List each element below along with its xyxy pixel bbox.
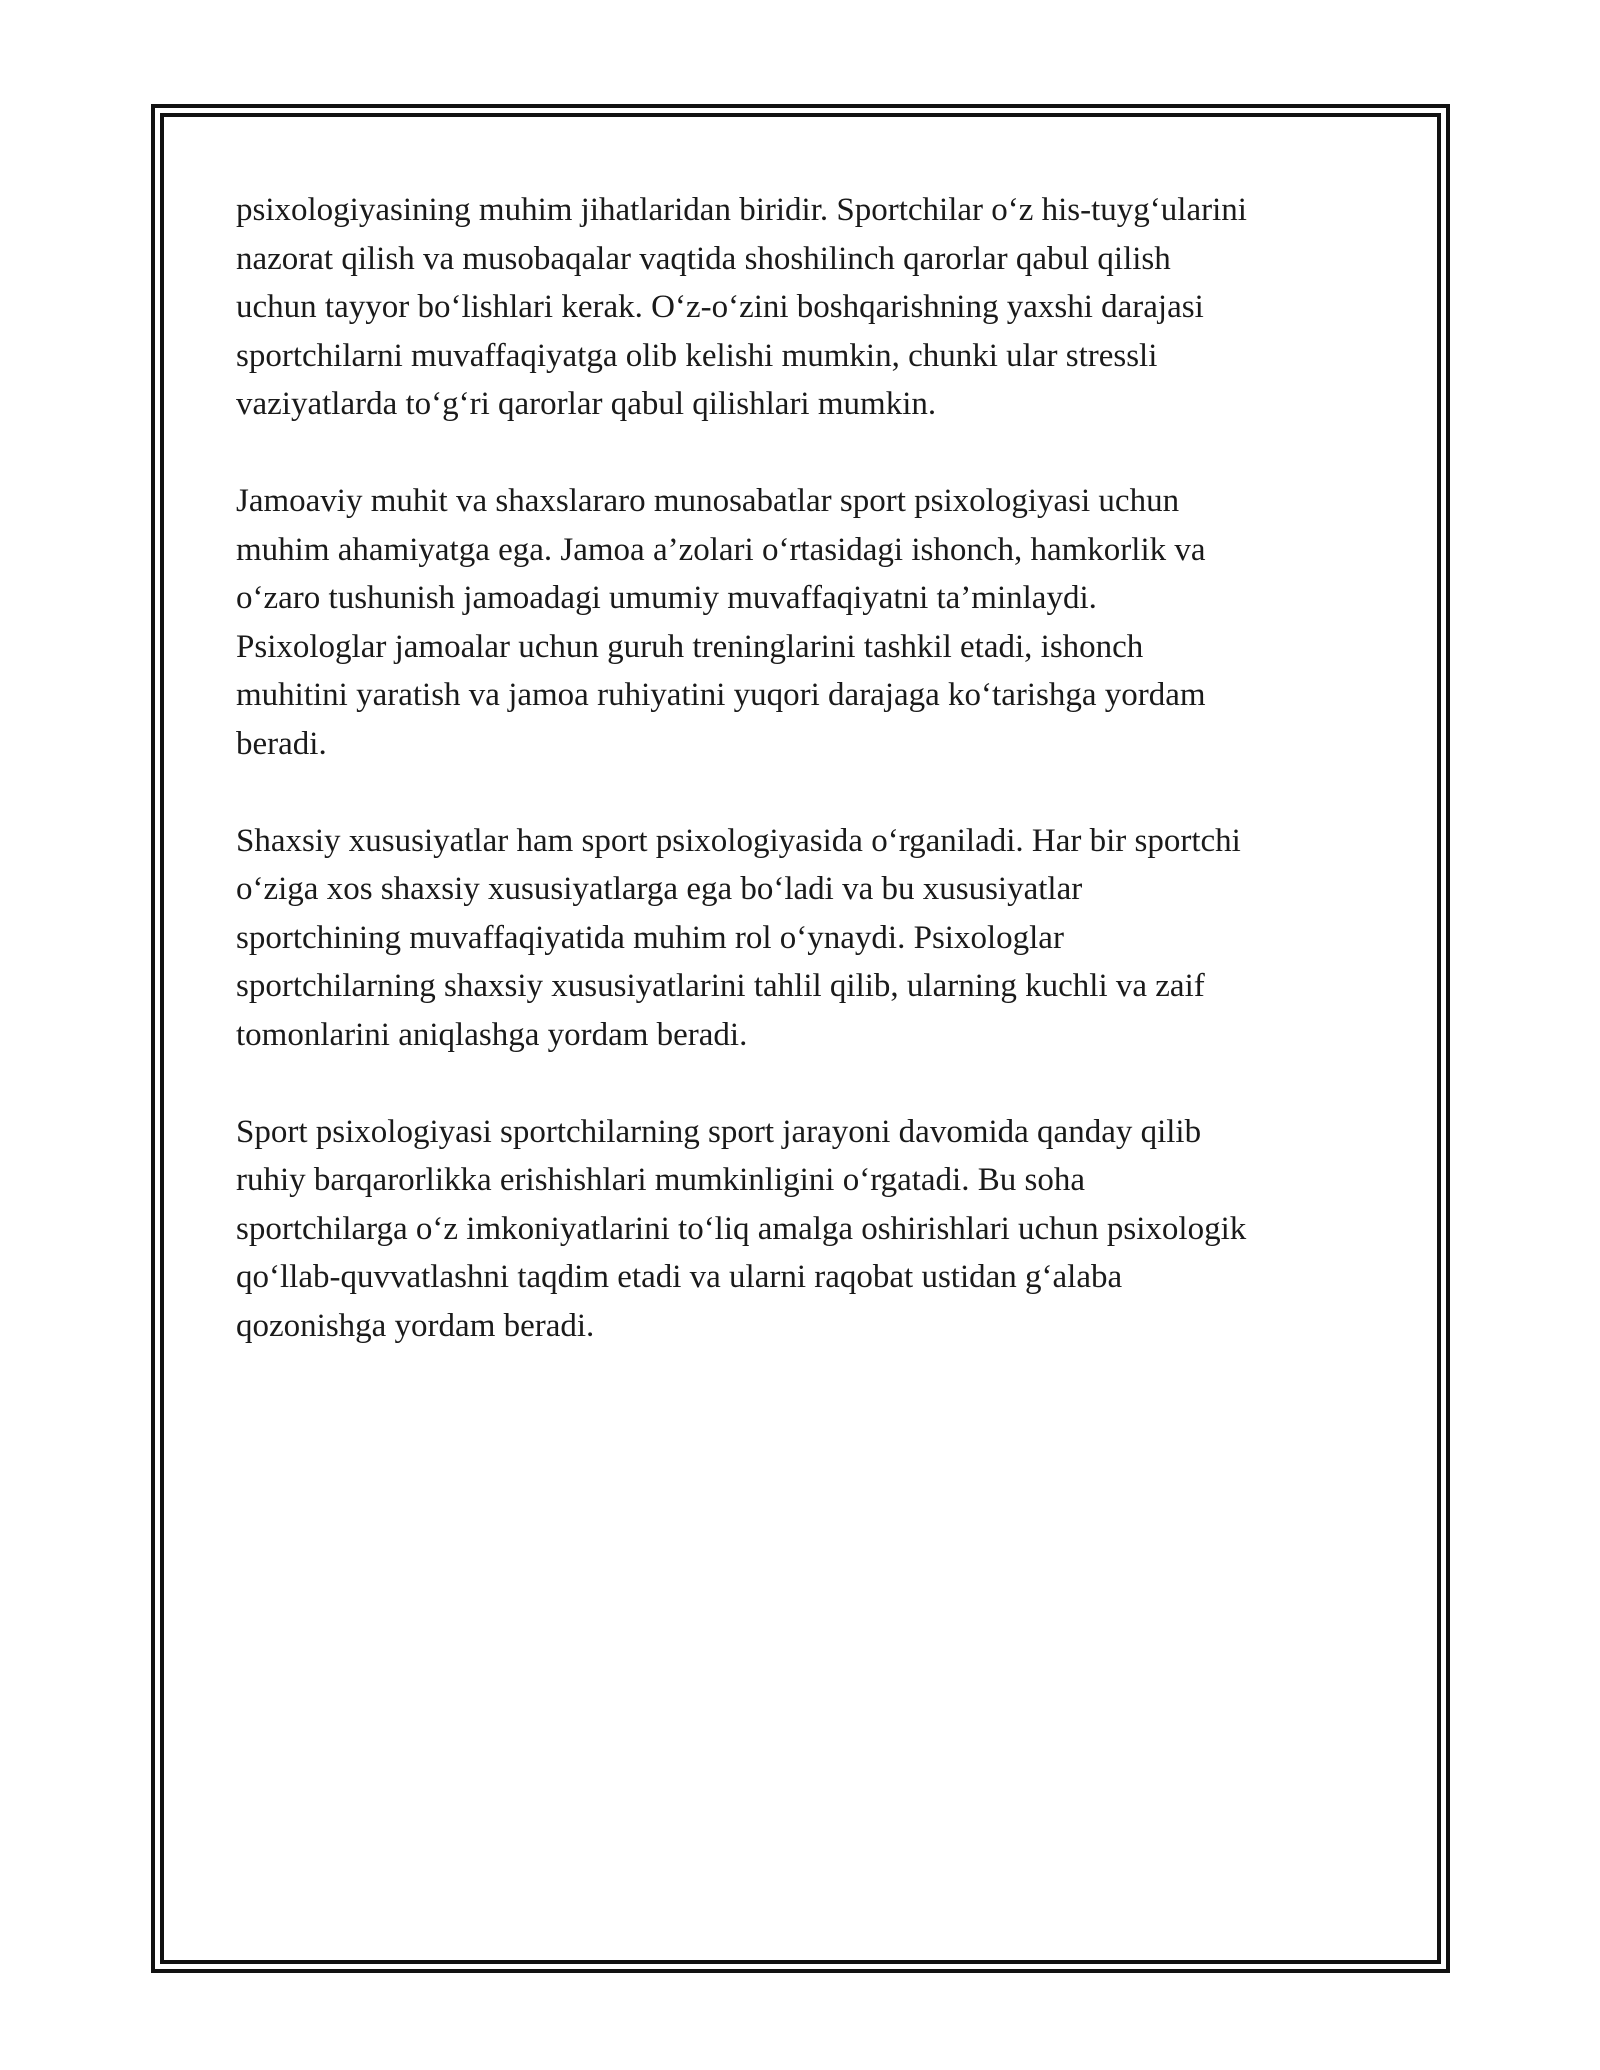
text-line: psixologiyasining muhim jihatlaridan biridir. Sportchilar o‘z his-tuyg‘ularini <box>236 192 1247 228</box>
text-line: vaziyatlarda to‘g‘ri qarorlar qabul qilishlari mumkin. <box>236 386 937 422</box>
paragraph-1 <box>236 186 1366 429</box>
text-line: qozonishga yordam beradi. <box>236 1307 595 1344</box>
paragraph-3 <box>236 817 1366 1060</box>
text-line: muhitini yaratish va jamoa ruhiyatini yuqori darajaga ko‘tarishga yordam <box>236 677 1206 713</box>
text-line: nazorat qilish va musobaqalar vaqtida shoshilinch qarorlar qabul qilish <box>236 240 1171 277</box>
text-line: uchun tayyor bo‘lishlari kerak. O‘z-o‘zini boshqarishning yaxshi darajasi <box>236 289 1204 325</box>
body-text <box>236 186 1366 1399</box>
text-line: Shaxsiy xususiyatlar ham sport psixologiyasida o‘rganiladi. Har bir sportchi <box>236 822 1241 859</box>
paragraph-2 <box>236 477 1366 768</box>
text-line: sportchilarning shaxsiy xususiyatlarini tahlil qilib, ularning kuchli va zaif <box>236 968 1205 1004</box>
text-line: ruhiy barqarorlikka erishishlari mumkinligini o‘rgatadi. Bu soha <box>236 1162 1085 1198</box>
text-line: sportchilarga o‘z imkoniyatlarini to‘liq amalga oshirishlari uchun psixologik <box>236 1210 1247 1247</box>
text-line: Jamoaviy muhit va shaxslararo munosabatlar sport psixologiyasi uchun <box>236 483 1180 519</box>
text-line: sportchilarni muvaffaqiyatga olib kelishi mumkin, chunki ular stressli <box>236 337 1158 374</box>
text-line: muhim ahamiyatga ega. Jamoa a’zolari o‘rtasidagi ishonch, hamkorlik va <box>236 531 1206 568</box>
text-line: Psixologlar jamoalar uchun guruh treninglarini tashkil etadi, ishonch <box>236 628 1144 665</box>
text-line: o‘ziga xos shaxsiy xususiyatlarga ega bo‘ladi va bu xususiyatlar <box>236 871 1083 907</box>
text-line: tomonlarini aniqlashga yordam beradi. <box>236 1016 748 1053</box>
paragraph-4 <box>236 1108 1366 1351</box>
text-line: Sport psixologiyasi sportchilarning sport jarayoni davomida qanday qilib <box>236 1113 1202 1150</box>
text-line: qo‘llab-quvvatlashni taqdim etadi va ularni raqobat ustidan g‘alaba <box>236 1259 1123 1295</box>
text-line: o‘zaro tushunish jamoadagi umumiy muvaffaqiyatni ta’minlaydi. <box>236 580 1097 616</box>
text-line: sportchining muvaffaqiyatida muhim rol o‘ynaydi. Psixologlar <box>236 919 1064 956</box>
text-line: beradi. <box>236 725 327 762</box>
